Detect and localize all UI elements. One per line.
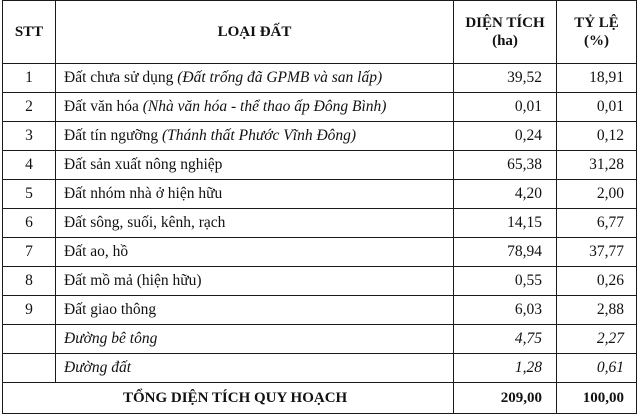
table-row — [3, 267, 637, 296]
row-stt: 7 — [3, 238, 56, 267]
table-subrow — [3, 325, 637, 354]
row-area: 6,03 — [454, 296, 557, 325]
row-ratio: 2,88 — [557, 296, 637, 325]
table-row — [3, 238, 637, 267]
header-area — [454, 1, 557, 64]
table-row — [3, 64, 637, 93]
row-stt: 9 — [3, 296, 56, 325]
row-name: Đất mồ mả (hiện hữu) — [56, 267, 454, 296]
row-name: Đất giao thông — [56, 296, 454, 325]
table-subrow — [3, 354, 637, 383]
row-note: (Thánh thất Phước Vĩnh Đông) — [161, 127, 357, 144]
row-name: Đất nhóm nhà ở hiện hữu — [56, 180, 454, 209]
row-ratio: 6,77 — [557, 209, 637, 238]
row-stt: 5 — [3, 180, 56, 209]
row-area: 4,20 — [454, 180, 557, 209]
row-name — [56, 122, 454, 151]
header-stt: STT — [3, 1, 56, 64]
total-area: 209,00 — [454, 383, 557, 414]
row-stt: 4 — [3, 151, 56, 180]
row-stt: 2 — [3, 93, 56, 122]
row-name-text: Đất văn hóa — [64, 98, 143, 115]
header-ratio-line2: (%) — [584, 33, 609, 49]
row-name-text: Đất chưa sử dụng — [64, 69, 178, 86]
row-name — [56, 64, 454, 93]
row-area: 39,52 — [454, 64, 557, 93]
total-label: TỔNG DIỆN TÍCH QUY HOẠCH — [3, 383, 454, 414]
table-row — [3, 122, 637, 151]
row-ratio: 0,01 — [557, 93, 637, 122]
table-row — [3, 209, 637, 238]
subrow-name: Đường đất — [56, 354, 454, 383]
total-row — [3, 383, 637, 414]
row-name: Đất sản xuất nông nghiệp — [56, 151, 454, 180]
subrow-name: Đường bê tông — [56, 325, 454, 354]
row-stt: 3 — [3, 122, 56, 151]
table-row — [3, 296, 637, 325]
table-row — [3, 93, 637, 122]
header-row — [3, 1, 637, 64]
row-ratio: 37,77 — [557, 238, 637, 267]
subrow-area: 1,28 — [454, 354, 557, 383]
row-area: 0,55 — [454, 267, 557, 296]
row-ratio: 18,91 — [557, 64, 637, 93]
header-area-line1: DIỆN TÍCH — [465, 15, 545, 31]
subrow-stt — [3, 325, 56, 354]
header-area-line2: (ha) — [492, 33, 518, 49]
row-note: (Đất trống đã GPMB và san lấp) — [177, 69, 383, 86]
subrow-area: 4,75 — [454, 325, 557, 354]
subrow-ratio: 2,27 — [557, 325, 637, 354]
row-stt: 6 — [3, 209, 56, 238]
row-ratio: 0,26 — [557, 267, 637, 296]
subrow-ratio: 0,61 — [557, 354, 637, 383]
row-stt: 1 — [3, 64, 56, 93]
row-name — [56, 93, 454, 122]
row-area: 14,15 — [454, 209, 557, 238]
row-name: Đất sông, suối, kênh, rạch — [56, 209, 454, 238]
row-area: 78,94 — [454, 238, 557, 267]
subrow-stt — [3, 354, 56, 383]
land-use-table — [2, 0, 637, 414]
row-name-text: Đất tín ngưỡng — [64, 127, 162, 144]
row-area: 0,24 — [454, 122, 557, 151]
table-row — [3, 151, 637, 180]
row-name: Đất ao, hồ — [56, 238, 454, 267]
row-note: (Nhà văn hóa - thể thao ấp Đông Bình) — [142, 98, 387, 115]
row-ratio: 31,28 — [557, 151, 637, 180]
table-row — [3, 180, 637, 209]
header-ratio-line1: TỶ LỆ — [574, 15, 619, 31]
row-area: 65,38 — [454, 151, 557, 180]
row-area: 0,01 — [454, 93, 557, 122]
row-ratio: 2,00 — [557, 180, 637, 209]
row-ratio: 0,12 — [557, 122, 637, 151]
total-ratio: 100,00 — [557, 383, 637, 414]
header-ratio — [557, 1, 637, 64]
header-land-type: LOẠI ĐẤT — [56, 1, 454, 64]
row-stt: 8 — [3, 267, 56, 296]
